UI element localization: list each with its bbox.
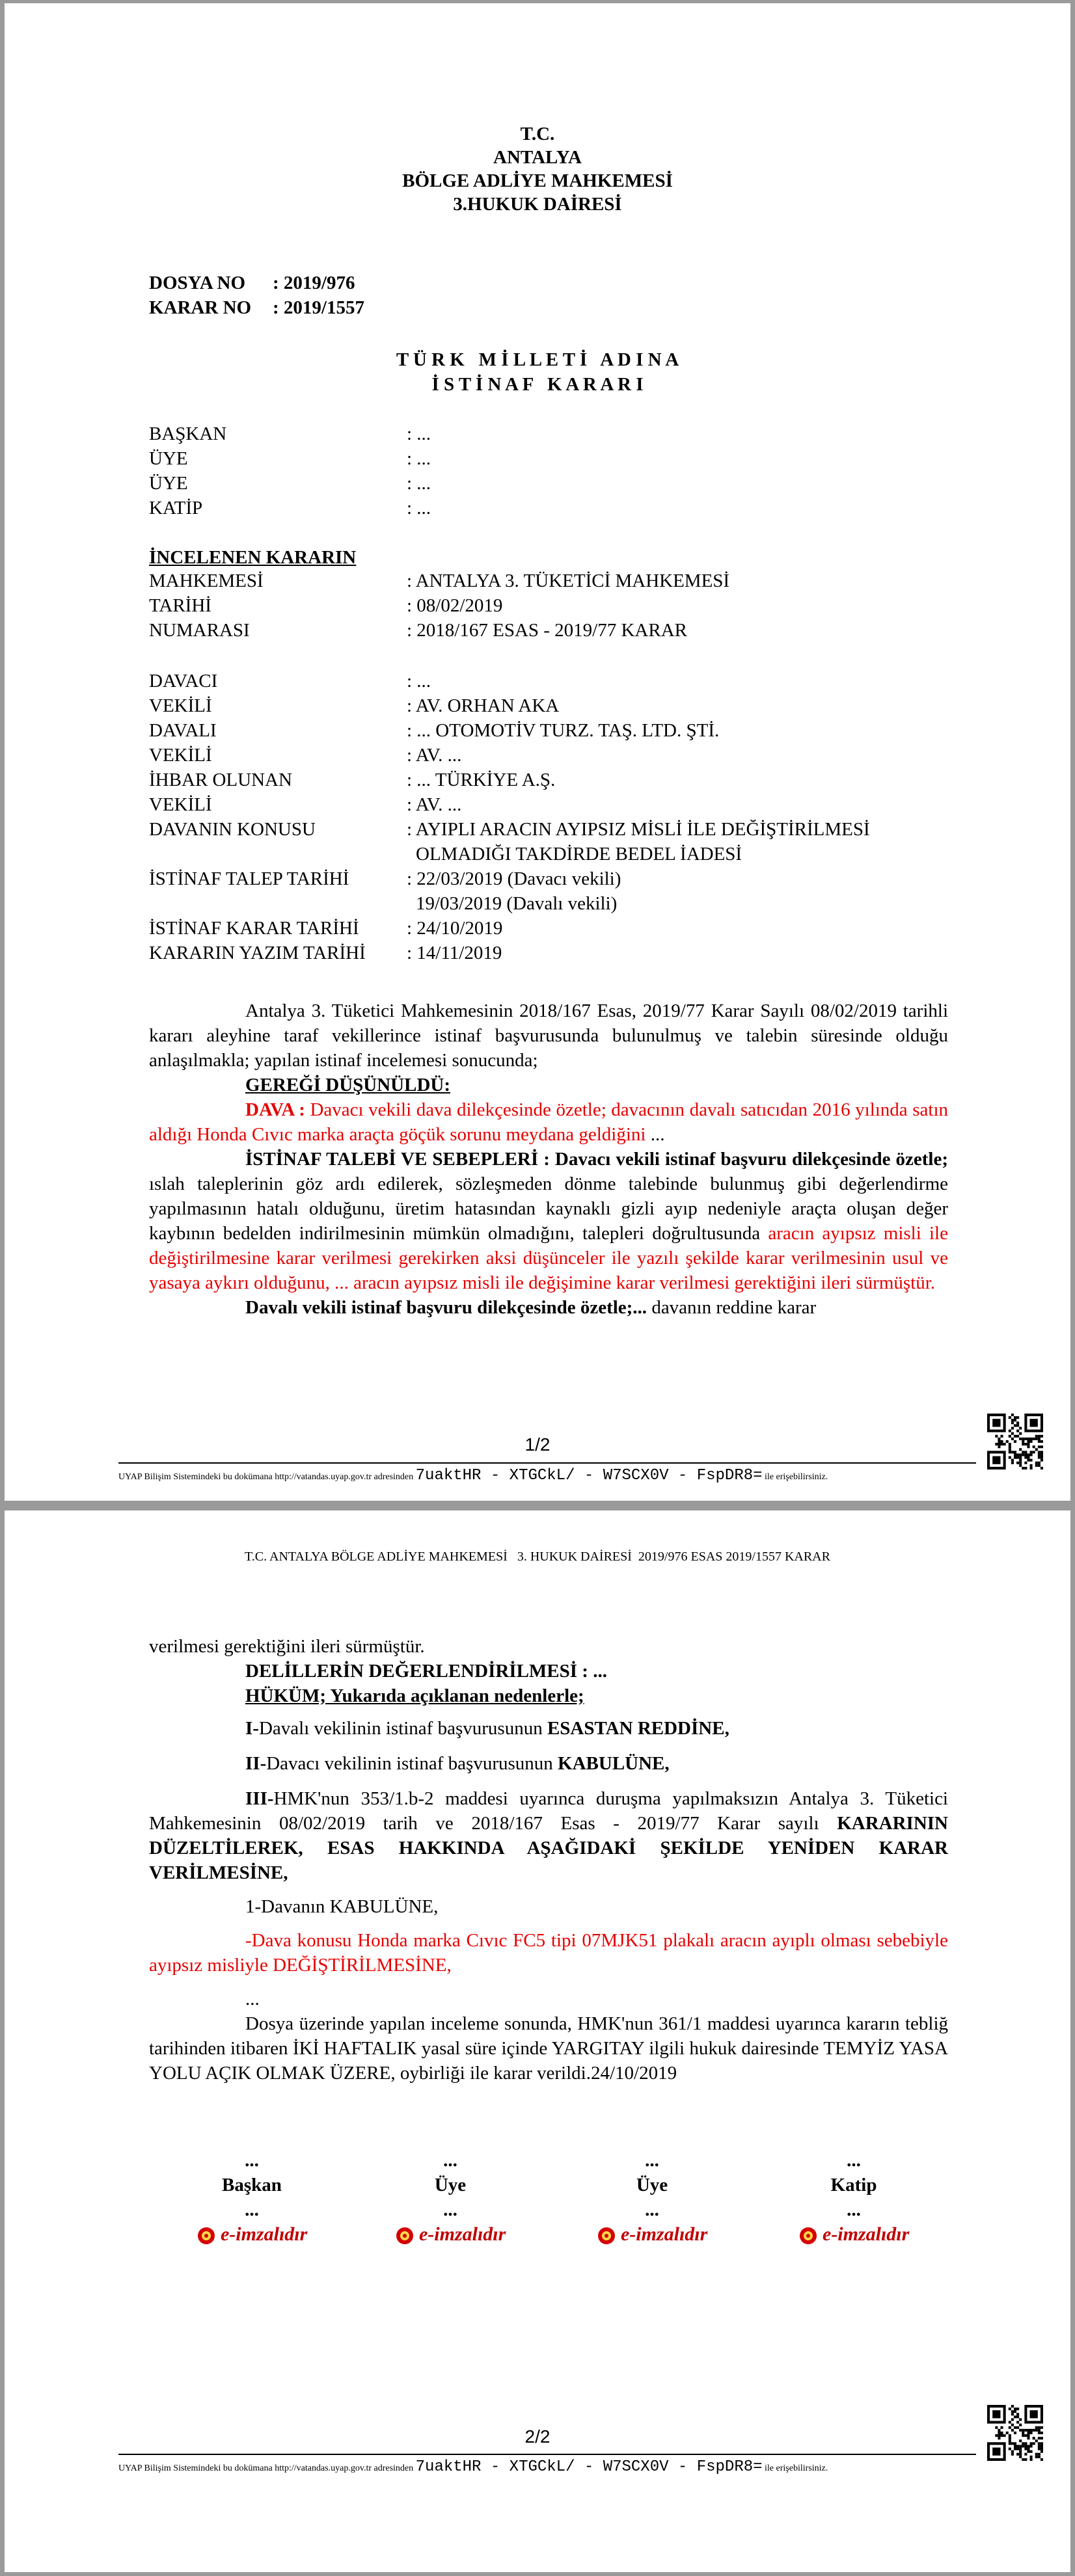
panel-row <box>149 446 431 471</box>
party-row <box>149 693 870 718</box>
reviewed-heading: İNCELENEN KARARIN <box>149 547 357 568</box>
reviewed-value: : 2018/167 ESAS - 2019/77 KARAR <box>407 620 688 641</box>
panel-value: : ... <box>407 423 431 444</box>
panel-row <box>149 422 431 446</box>
panel-key: BAŞKAN <box>149 423 227 444</box>
esignature <box>567 2222 737 2247</box>
reviewed-row <box>149 593 729 618</box>
item-ii-bold: KABULÜNE, <box>558 1753 670 1774</box>
title-decision: İ S T İ N A F K A R A R I <box>431 374 644 395</box>
item-i-bold: ESASTAN REDDİNE, <box>547 1718 729 1739</box>
footer-line <box>118 2454 976 2455</box>
signature-role: Üye <box>434 2175 467 2195</box>
signature-top: ... <box>443 2150 457 2171</box>
seal-icon <box>597 2226 616 2246</box>
party-row <box>149 941 870 965</box>
seal-icon <box>197 2226 216 2246</box>
item-iii-label: III- <box>245 1788 274 1809</box>
istinaf-label: İSTİNAF TALEBİ VE SEBEPLERİ : Davacı vekili istinaf başvuru dilekçesinde özetle; <box>245 1149 948 1170</box>
signature-top: ... <box>645 2150 659 2171</box>
delil-heading: DELİLLERİN DEĞERLENDİRİLMESİ : ... <box>245 1661 607 1682</box>
reviewed-value: : ANTALYA 3. TÜKETİCİ MAHKEMESİ <box>407 570 730 591</box>
qr-code-icon <box>987 1414 1043 1469</box>
davali-text: davanın reddine karar <box>647 1297 817 1318</box>
panel-row <box>149 496 431 520</box>
esign-text: e-imzalıdır <box>822 2223 910 2245</box>
item-dots: ... <box>245 1989 260 2009</box>
item-i-text: Davalı vekilinin istinaf başvurusunun <box>258 1718 547 1739</box>
signature-name: ... <box>443 2199 457 2220</box>
esignature <box>769 2222 938 2247</box>
party-value: : ... <box>407 671 431 691</box>
esign-text: e-imzalıdır <box>620 2223 708 2245</box>
header-court: BÖLGE ADLİYE MAHKEMESİ <box>402 170 673 191</box>
item-i <box>149 1716 948 1741</box>
signature-3 <box>769 2148 938 2247</box>
party-value: : AYIPLI ARACIN AYIPSIZ MİSLİ İLE DEĞİŞTİRİLMESİ <box>407 819 870 840</box>
footer-2 <box>118 2458 976 2476</box>
party-row <box>149 718 870 743</box>
title-nation: T Ü R K M İ L L E T İ A D I N A <box>396 349 679 370</box>
party-value: : 14/11/2019 <box>407 943 502 963</box>
running-header: T.C. ANTALYA BÖLGE ADLİYE MAHKEMESİ 3. HUKUK DAİRESİ 2019/976 ESAS 2019/1557 KARAR <box>245 1550 830 1564</box>
footer-suffix: ile erişebilirsiniz. <box>765 2463 828 2473</box>
document-page-2 <box>5 1510 1070 2572</box>
item-1: 1-Davanın KABULÜNE, <box>245 1896 439 1917</box>
file-number-value: : 2019/976 <box>273 273 355 293</box>
panel-key: KATİP <box>149 498 203 518</box>
istinaf-text: ıslah taleplerinin göz ardı edilerek, sözleşmeden dönme talebinde bulunmuş gibi değerlendirme yapılmasının hatalı olduğunu, üretim hatasından kaynaklı gizli ayıp nedeniyle araçta oluşan değer kaybının bedelden indirilmesinin mümkün olmadığını, talepleri doğrultusunda <box>149 1174 948 1244</box>
party-value: : 24/10/2019 <box>407 918 503 939</box>
reviewed-row <box>149 569 729 593</box>
party-key: KARARIN YAZIM TARİHİ <box>149 943 366 963</box>
signature-role: Üye <box>636 2175 668 2195</box>
esign-text: e-imzalıdır <box>418 2223 506 2245</box>
file-number <box>149 271 355 295</box>
party-value: : ... TÜRKİYE A.Ş. <box>407 770 556 790</box>
party-value: : AV. ... <box>407 794 462 815</box>
footer-1 <box>118 1467 976 1484</box>
party-row <box>149 792 870 817</box>
party-row <box>149 842 870 866</box>
item-ii <box>149 1751 948 1776</box>
hukum-text: Yukarıda açıklanan nedenlerle; <box>326 1685 584 1706</box>
decision-number-label: KARAR NO <box>149 297 252 318</box>
para-continue: verilmesi gerektiğini ileri sürmüştür. <box>149 1636 425 1657</box>
party-value: : 22/03/2019 (Davacı vekili) <box>407 868 621 889</box>
item-ii-text: Davacı vekilinin istinaf başvurusunun <box>266 1753 558 1774</box>
header-chamber: 3.HUKUK DAİRESİ <box>453 194 622 215</box>
panel-value: : ... <box>407 473 431 494</box>
party-value: : AV. ... <box>407 745 462 766</box>
reviewed-value: : 08/02/2019 <box>407 595 503 616</box>
seal-icon <box>395 2226 415 2246</box>
signature-name: ... <box>245 2199 259 2220</box>
item-iii-bold: KARARININ DÜZELTİLEREK, ESAS HAKKINDA AŞAĞIDAKİ ŞEKİLDE YENİDEN KARAR VERİLMESİNE, <box>149 1813 948 1883</box>
party-key: VEKİLİ <box>149 695 212 716</box>
qr-code-icon <box>987 2405 1043 2461</box>
party-row <box>149 866 870 891</box>
reviewed-key: MAHKEMESİ <box>149 570 264 591</box>
dava-label: DAVA : <box>245 1099 305 1120</box>
body-page1 <box>149 999 948 1320</box>
party-key: DAVALI <box>149 720 217 741</box>
reviewed-key: TARİHİ <box>149 595 211 616</box>
parties-list <box>149 669 870 965</box>
item-i-label: I- <box>245 1718 259 1739</box>
para-davali <box>149 1295 948 1320</box>
file-number-label: DOSYA NO <box>149 273 246 293</box>
reviewed-row <box>149 618 729 643</box>
reviewed-key: NUMARASI <box>149 620 250 641</box>
item-iii-text: HMK'nun 353/1.b-2 maddesi uyarınca duruşma yapılmaksızın Antalya 3. Tüketici Mahkemesinin 08/02/2019 tarih ve 2018/167 Esas - 2019/77 Karar sayılı <box>149 1788 948 1834</box>
dava-text: Davacı vekili dava dilekçesinde özetle; davacının davalı satıcıdan 2016 yılında satın aldığı Honda Cıvıc marka araçta göçük sorunu meydana geldiğini <box>149 1099 948 1145</box>
signature-1 <box>366 2148 535 2247</box>
party-row <box>149 743 870 768</box>
party-key: VEKİLİ <box>149 794 212 815</box>
body-page2 <box>149 1634 948 2086</box>
party-row <box>149 916 870 941</box>
party-value: OLMADIĞI TAKDİRDE BEDEL İADESİ <box>416 844 742 865</box>
signature-name: ... <box>847 2199 861 2220</box>
document-page-1 <box>5 3 1070 1501</box>
esignature <box>167 2222 336 2247</box>
panel-row <box>149 471 431 496</box>
reviewed-list <box>149 569 729 643</box>
geregi-heading: GEREĞİ DÜŞÜNÜLDÜ: <box>245 1075 451 1095</box>
footer-prefix: UYAP Bilişim Sistemindeki bu dokümana http://vatandas.uyap.gov.tr adresinden <box>118 1472 414 1482</box>
header-tc: T.C. <box>520 124 555 144</box>
party-row <box>149 768 870 792</box>
party-key: DAVACI <box>149 671 218 691</box>
para-final: Dosya üzerinde yapılan inceleme sonunda, HMK'nun 361/1 maddesi uyarınca kararın tebliğ tarihinden itibaren İKİ HAFTALIK yasal süre içinde YARGITAY ilgili hukuk dairesinde TEMYİZ YASA YOLU AÇIK OLMAK ÜZERE, oybirliği ile karar verildi.24/10/2019 <box>149 2013 948 2084</box>
footer-code: 7uaktHR - XTGCkL/ - W7SCX0V - FspDR8= <box>415 2458 763 2476</box>
decision-number <box>149 296 364 319</box>
dava-tail: ... <box>646 1124 665 1145</box>
seal-icon <box>798 2226 818 2246</box>
signature-role: Başkan <box>222 2175 282 2195</box>
panel-key: ÜYE <box>149 473 188 494</box>
para-dava <box>149 1097 948 1147</box>
istinaf-red: aracın ayıpsız misli ile değiştirilmesine karar verilmesi gerekirken aksi düşünceler ile yazılı şekilde karar verilmesinin usul ve yasaya aykırı olduğunu, ... aracın ayıpsız misli ile değişimine karar verilmesi gerektiğini ileri sürmüştür. <box>149 1223 948 1293</box>
party-value: 19/03/2019 (Davalı vekili) <box>416 893 618 914</box>
party-key: VEKİLİ <box>149 745 212 766</box>
para-istinaf <box>149 1147 948 1295</box>
footer-prefix: UYAP Bilişim Sistemindeki bu dokümana http://vatandas.uyap.gov.tr adresinden <box>118 2463 414 2473</box>
panel-key: ÜYE <box>149 448 188 469</box>
header-city: ANTALYA <box>493 147 582 168</box>
footer-line <box>118 1462 976 1464</box>
party-key: İSTİNAF KARAR TARİHİ <box>149 918 359 939</box>
party-value: : ... OTOMOTİV TURZ. TAŞ. LTD. ŞTİ. <box>407 720 720 741</box>
davali-label: Davalı vekili istinaf başvuru dilekçesinde özetle;... <box>245 1297 647 1318</box>
page-number-2: 2/2 <box>524 2426 551 2447</box>
signature-name: ... <box>645 2199 659 2220</box>
page-number-1: 1/2 <box>524 1434 551 1455</box>
footer-suffix: ile erişebilirsiniz. <box>765 1472 828 1482</box>
footer-code: 7uaktHR - XTGCkL/ - W7SCX0V - FspDR8= <box>415 1467 763 1484</box>
party-key: DAVANIN KONUSU <box>149 819 316 840</box>
party-key: İSTİNAF TALEP TARİHİ <box>149 868 349 889</box>
item-ii-label: II- <box>245 1753 267 1774</box>
signature-role: Katip <box>830 2175 877 2195</box>
party-row <box>149 817 870 842</box>
panel-value: : ... <box>407 498 431 518</box>
item-iii <box>149 1786 948 1885</box>
signature-0 <box>167 2148 336 2247</box>
party-value: : AV. ORHAN AKA <box>407 695 560 716</box>
item-red: -Dava konusu Honda marka Cıvıc FC5 tipi 07MJK51 plakalı aracın ayıplı olması sebebiyle ayıpsız misliyle DEĞİŞTİRİLMESİNE, <box>149 1930 948 1976</box>
para-intro: Antalya 3. Tüketici Mahkemesinin 2018/167 Esas, 2019/77 Karar Sayılı 08/02/2019 tarihli kararı aleyhine taraf vekillerince istinaf başvurusunda bulunulmuş ve talebin süresinde olduğu anlaşılmakla; yapılan istinaf incelemesi sonucunda; <box>149 1000 948 1071</box>
party-key: İHBAR OLUNAN <box>149 770 292 790</box>
esign-text: e-imzalıdır <box>220 2223 308 2245</box>
signature-top: ... <box>847 2150 861 2171</box>
hukum-line <box>149 1684 948 1708</box>
panel-value: : ... <box>407 448 431 469</box>
hukum-label: HÜKÜM; <box>245 1685 327 1706</box>
signature-top: ... <box>245 2150 259 2171</box>
signature-2 <box>567 2148 737 2247</box>
panel-list <box>149 422 431 520</box>
party-row <box>149 669 870 693</box>
party-row <box>149 891 870 916</box>
esignature <box>366 2222 535 2247</box>
decision-number-value: : 2019/1557 <box>273 297 364 318</box>
